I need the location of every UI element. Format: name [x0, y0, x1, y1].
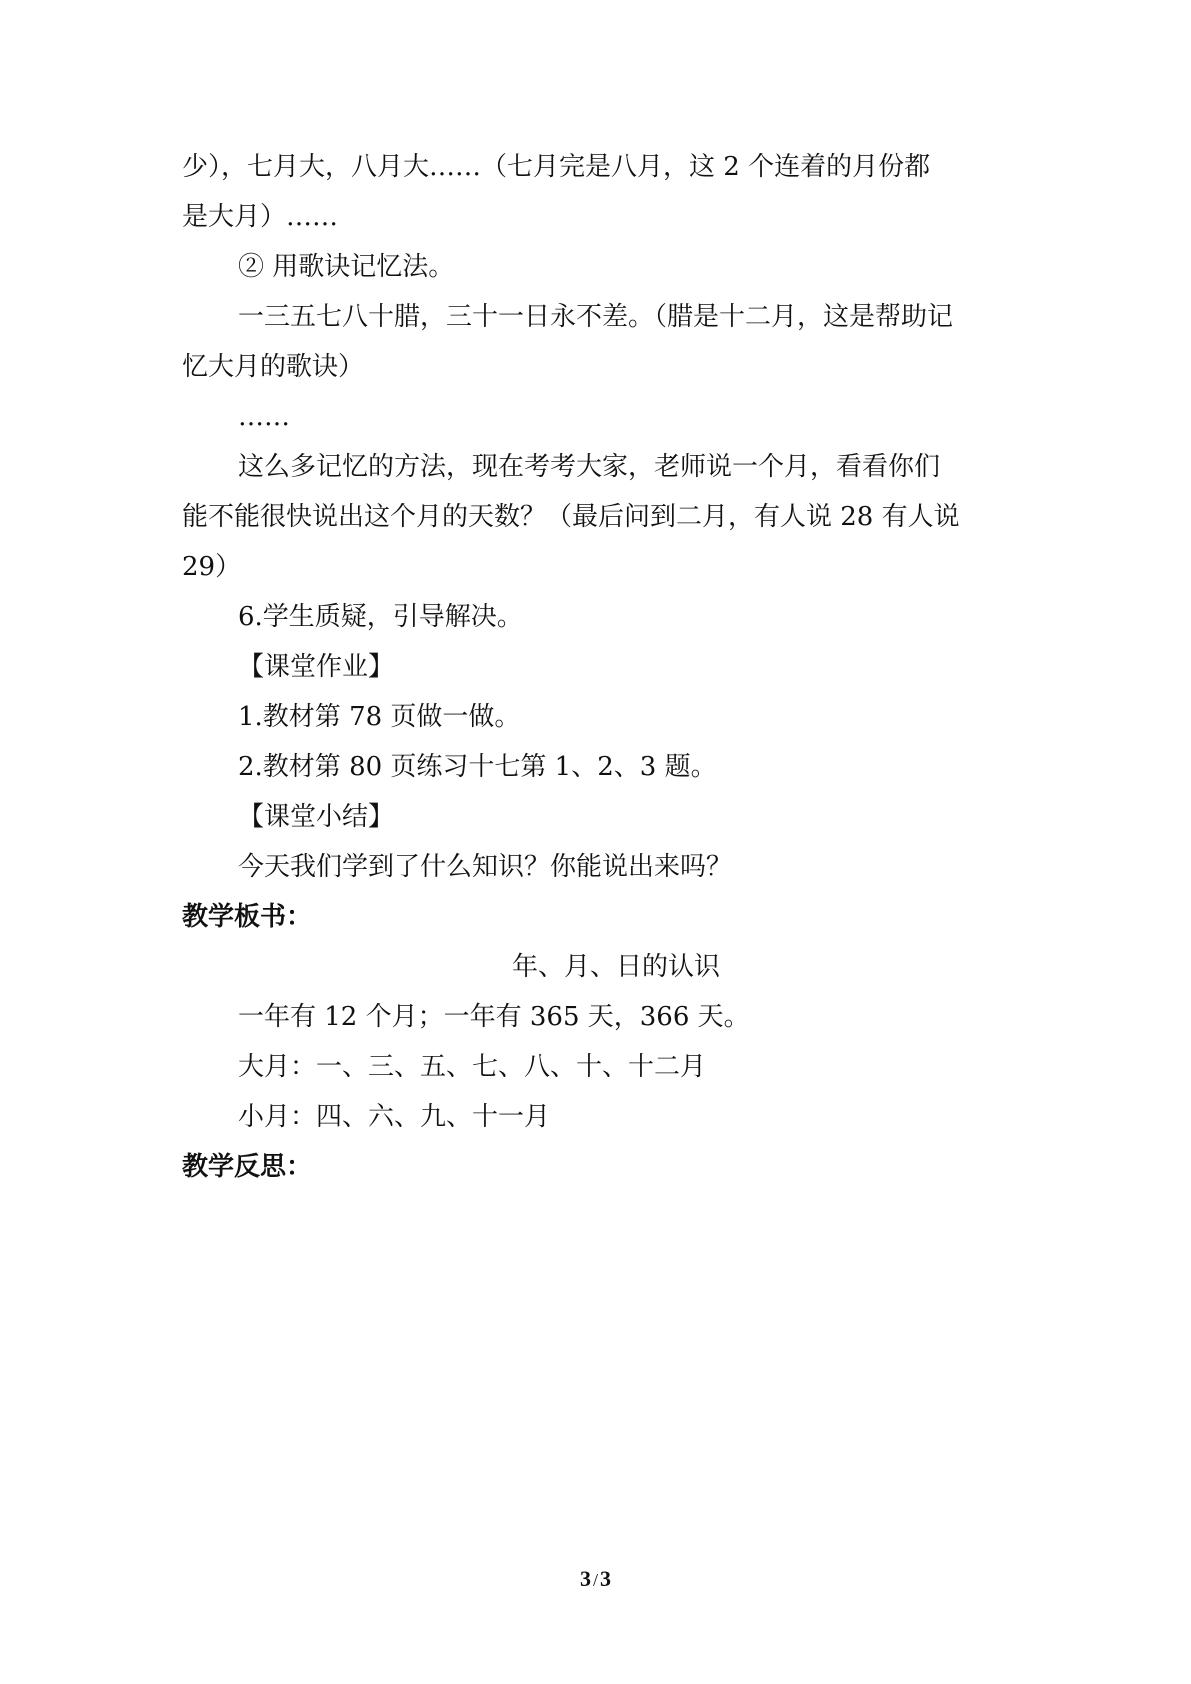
board-line: 一年有 12 个月；一年有 365 天，366 天。 — [238, 1002, 750, 1032]
board-title: 年、月、日的认识 — [512, 952, 721, 982]
heading-board-writing: 教学板书： — [182, 902, 313, 932]
paragraph-line: 29） — [182, 552, 242, 582]
paragraph-line: 一三五七八十腊，三十一日永不差。（腊是十二月，这是帮助记 — [238, 302, 954, 332]
document-body — [182, 142, 1010, 1192]
heading-teaching-reflection: 教学反思： — [182, 1152, 313, 1182]
paragraph-line: 能不能很快说出这个月的天数？（最后问到二月，有人说 28 有人说 — [182, 502, 960, 532]
step-line: 6.学生质疑，引导解决。 — [238, 602, 523, 632]
homework-item: 2.教材第 80 页练习十七第 1、2、3 题。 — [238, 752, 717, 782]
page-current: 3 — [579, 1566, 591, 1591]
summary-line: 今天我们学到了什么知识？你能说出来吗？ — [238, 852, 733, 882]
paragraph-line: 这么多记忆的方法，现在考考大家，老师说一个月，看看你们 — [238, 452, 941, 482]
paragraph-line: 忆大月的歌诀） — [182, 352, 365, 382]
section-label-summary: 【课堂小结】 — [238, 802, 395, 832]
page-total: 3 — [600, 1566, 611, 1591]
page-number — [0, 1566, 1191, 1592]
paragraph-line: 是大月）…… — [182, 202, 339, 232]
homework-item: 1.教材第 78 页做一做。 — [238, 702, 521, 732]
board-line-big-months: 大月：一、三、五、七、八、十、十二月 — [238, 1052, 707, 1082]
paragraph-line: 少），七月大，八月大……（七月完是八月，这 2 个连着的月份都 — [182, 152, 931, 182]
paragraph-line: ② 用歌诀记忆法。 — [238, 252, 455, 282]
ellipsis-line: …… — [238, 402, 290, 432]
page-separator: / — [592, 1570, 598, 1590]
board-line-small-months: 小月：四、六、九、十一月 — [238, 1102, 551, 1132]
section-label-homework: 【课堂作业】 — [238, 652, 395, 682]
